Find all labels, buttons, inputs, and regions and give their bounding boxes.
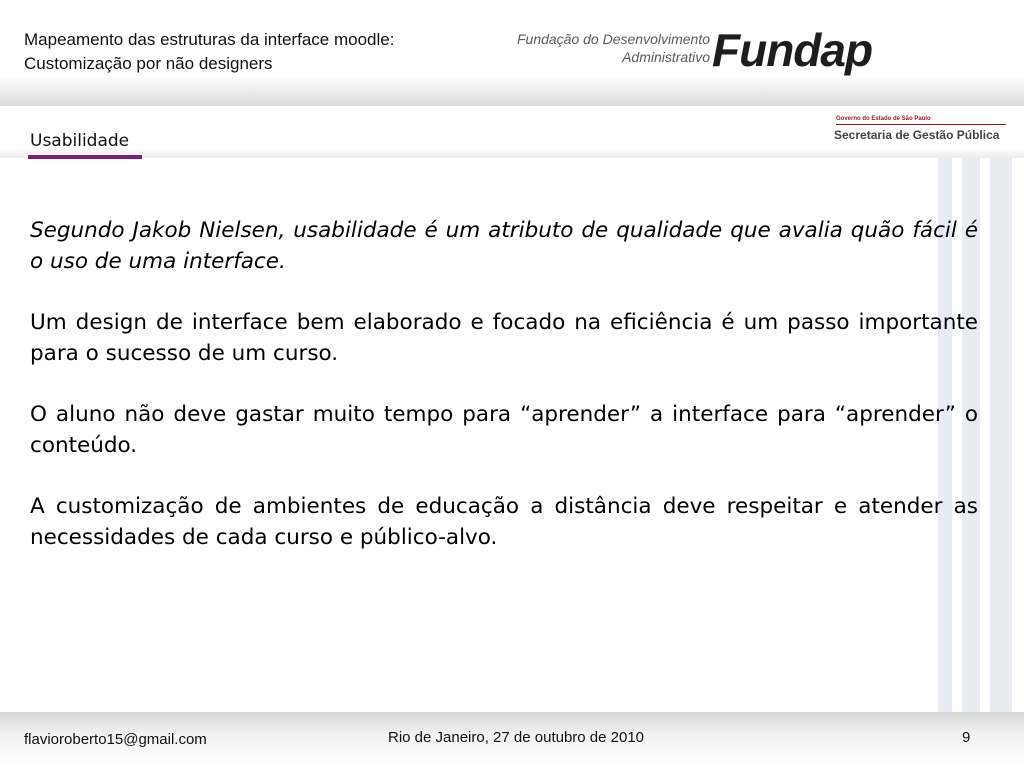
secretaria-logo: Secretaria de Gestão Pública <box>834 128 1000 142</box>
title-line-2: Customização por não designers <box>24 54 273 73</box>
presentation-title <box>24 28 484 76</box>
government-label: Governo do Estado de São Paulo <box>836 116 931 122</box>
page-number: 9 <box>962 729 971 746</box>
footer-email: flavioroberto15@gmail.com <box>24 731 207 748</box>
fundap-subtitle-line-1: Fundação do Desenvolvimento <box>516 31 710 47</box>
fundap-subtitle <box>510 30 710 66</box>
section-title: Usabilidade <box>30 131 130 151</box>
paragraph-1: Segundo Jakob Nielsen, usabilidade é um atributo de qualidade que avalia quão fácil é o uso de uma interface. <box>30 218 978 274</box>
section-underline <box>28 155 142 159</box>
fundap-subtitle-line-2: Administrativo <box>622 49 710 65</box>
footer-date: Rio de Janeiro, 27 de outubro de 2010 <box>388 729 645 746</box>
slide-body <box>30 215 978 583</box>
title-line-1: Mapeamento das estruturas da interface moodle: <box>24 30 395 49</box>
paragraph-4: A customização de ambientes de educação a distância deve respeitar e atender as necessidades de cada curso e público-alvo. <box>30 494 978 550</box>
fundap-logo: Fundap <box>712 24 873 76</box>
paragraph-2: Um design de interface bem elaborado e focado na eficiência é um passo importante para o sucesso de um curso. <box>30 310 978 366</box>
government-divider <box>836 124 1006 125</box>
paragraph-3: O aluno não deve gastar muito tempo para “aprender” a interface para “aprender” o conteúdo. <box>30 402 978 458</box>
